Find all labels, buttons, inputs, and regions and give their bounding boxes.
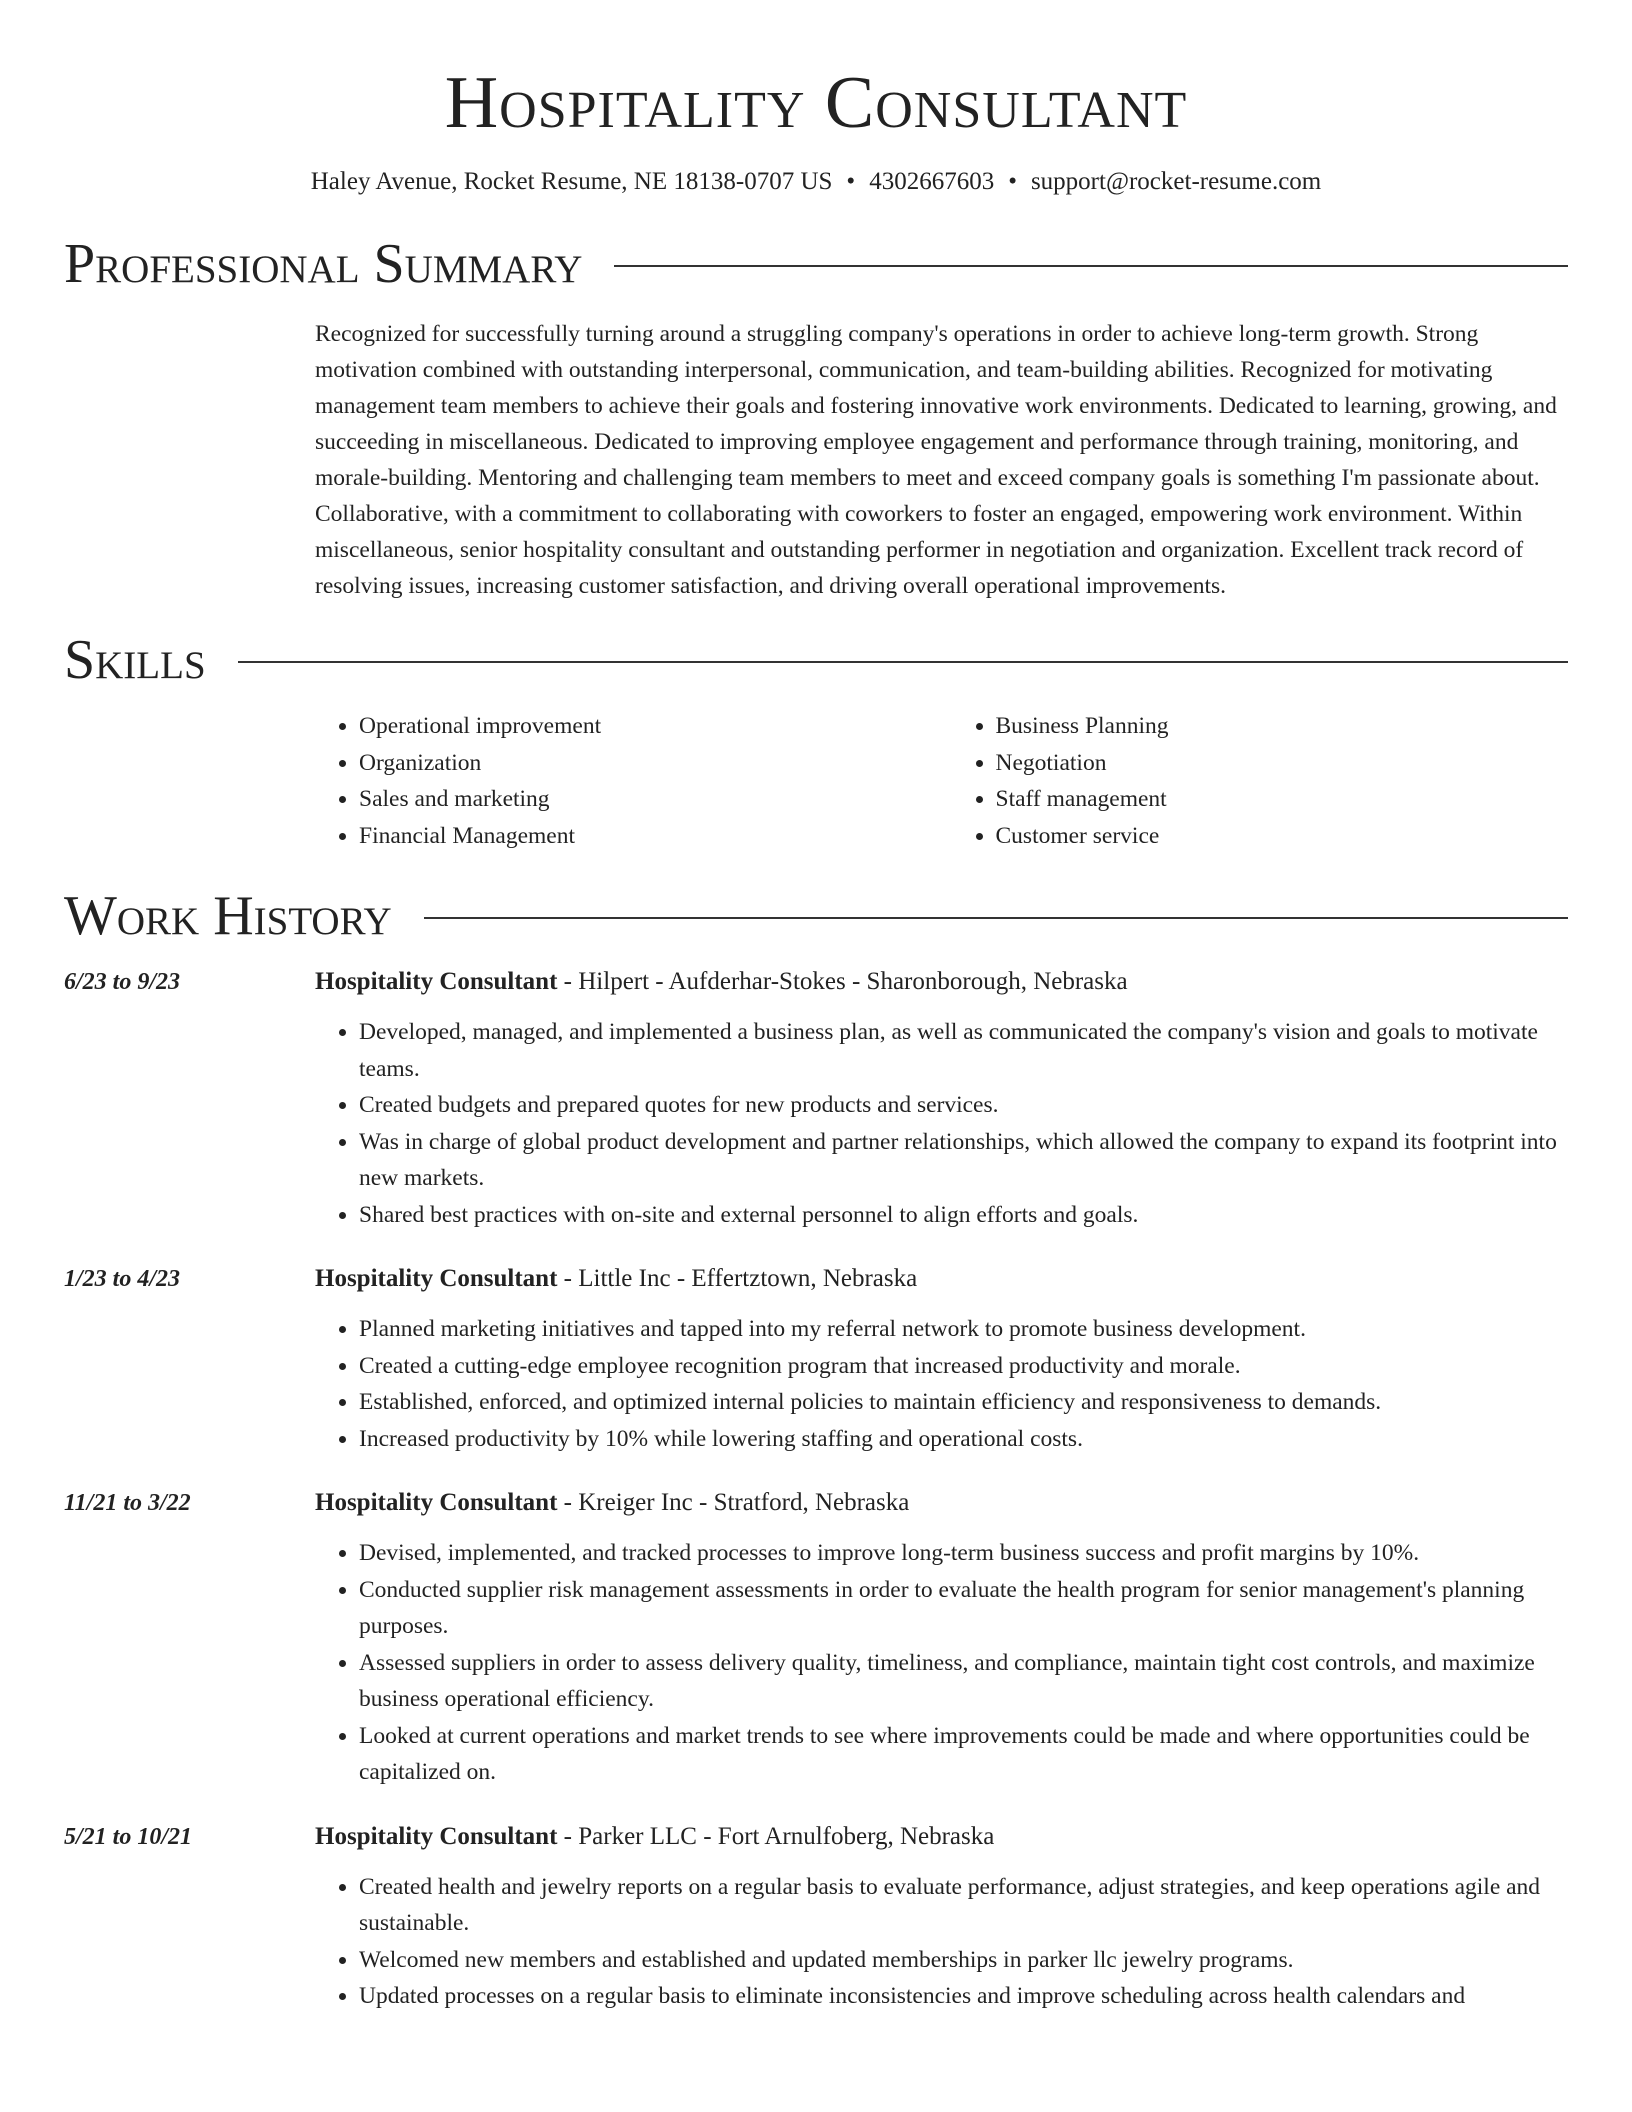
contact-line [64, 166, 1568, 198]
job-bullets [315, 1311, 1568, 1457]
job-dates: 6/23 to 9/23 [64, 969, 181, 995]
job-details [315, 1817, 1568, 2015]
job-entry [64, 962, 1568, 1233]
contact-separator: • [1008, 168, 1017, 195]
job-details [315, 1483, 1568, 1791]
job-bullet: • Established, enforced, and optimized internal policies to maintain efficiency and responsiveness to demands. [359, 1384, 1568, 1421]
job-dates: 5/21 to 10/21 [64, 1823, 193, 1850]
resume-page [64, 0, 1568, 2015]
job-title: Hospitality Consultant [315, 1822, 558, 1850]
job-dates: 1/23 to 4/23 [64, 1266, 181, 1292]
job-bullets [315, 1869, 1568, 2015]
summary-section-header [64, 232, 1568, 296]
job-bullet: • Devised, implemented, and tracked processes to improve long-term business success and profit margins by 10%. [359, 1535, 1568, 1572]
contact-email: support@rocket-resume.com [1030, 168, 1322, 195]
job-bullet: • Was in charge of global product development and partner relationships, which allowed the company to expand its footprint into new markets. [359, 1124, 1568, 1197]
skills-section-title: Skills [64, 629, 206, 691]
job-bullet: • Created a cutting-edge employee recognition program that increased productivity and morale. [359, 1348, 1568, 1385]
skill-item: • Negotiation [996, 745, 1569, 782]
job-heading [315, 1817, 1568, 1857]
section-divider [238, 661, 1568, 663]
candidate-name: Hospitality Consultant [444, 62, 1188, 144]
job-bullet: • Updated processes on a regular basis to eliminate inconsistencies and improve scheduling across health calendars and [359, 1978, 1568, 2015]
work-section-title: Work History [64, 885, 392, 947]
skills-section [315, 708, 1568, 854]
skill-item: • Customer service [996, 818, 1569, 855]
skill-item: • Staff management [996, 781, 1569, 818]
job-bullet: • Planned marketing initiatives and tapped into my referral network to promote business development. [359, 1311, 1568, 1348]
skill-item: • Business Planning [996, 708, 1569, 745]
skill-item: • Organization [359, 745, 932, 782]
skill-item: • Sales and marketing [359, 781, 932, 818]
summary-section-title: Professional Summary [64, 233, 583, 295]
job-company: - Kreiger Inc - Stratford, Nebraska [557, 1489, 910, 1516]
skill-item: • Financial Management [359, 818, 932, 855]
skills-list-right [952, 708, 1569, 854]
job-bullet: • Created health and jewelry reports on a regular basis to evaluate performance, adjust strategies, and keep operations agile and sustainable. [359, 1869, 1568, 1942]
job-bullet: • Looked at current operations and market trends to see where improvements could be made and where opportunities could be capitalized on. [359, 1718, 1568, 1791]
job-bullet: • Developed, managed, and implemented a business plan, as well as communicated the company's vision and goals to motivate teams. [359, 1014, 1568, 1087]
job-heading [315, 1259, 1568, 1299]
job-dates: 11/21 to 3/22 [64, 1490, 191, 1516]
job-company: - Parker LLC - Fort Arnulfoberg, Nebraska [557, 1822, 995, 1850]
job-bullet: • Shared best practices with on-site and external personnel to align efforts and goals. [359, 1197, 1568, 1234]
section-divider [614, 265, 1568, 267]
work-section-header [64, 884, 1568, 948]
section-divider [424, 917, 1568, 919]
contact-separator: • [846, 168, 856, 195]
job-details [315, 962, 1568, 1233]
job-entry [64, 1817, 1568, 2015]
job-title: Hospitality Consultant [315, 1489, 558, 1516]
job-heading [315, 1483, 1568, 1523]
job-title: Hospitality Consultant [315, 968, 558, 995]
job-bullet: • Created budgets and prepared quotes for new products and services. [359, 1087, 1568, 1124]
summary-text: Recognized for successfully turning around a struggling company's operations in order to achieve long-term growth. Strong motivation combined with outstanding interpersonal, communication, and team-building abilities. Recognized for motivating management team members to achieve their goals and fostering innovative work environments. Dedicated to learning, growing, and succeeding in miscellaneous. Dedicated to improving employee engagement and performance through training, monitoring, and morale-building. Mentoring and challenging team members to meet and exceed company goals is something I'm passionate about. Collaborative, with a commitment to collaborating with coworkers to foster an engaged, empowering work environment. Within miscellaneous, senior hospitality consultant and outstanding performer in negotiation and organization. Excellent track record of resolving issues, increasing customer satisfaction, and driving overall operational improvements. [315, 321, 1557, 599]
job-entry [64, 1483, 1568, 1791]
job-bullet: • Welcomed new members and established and updated memberships in parker llc jewelry programs. [359, 1942, 1568, 1979]
job-company: - Little Inc - Effertztown, Nebraska [557, 1265, 918, 1292]
skill-item: • Operational improvement [359, 708, 932, 745]
skills-section-header [64, 628, 1568, 692]
skills-list-left [315, 708, 932, 854]
job-heading [315, 962, 1568, 1002]
job-bullet: • Increased productivity by 10% while lowering staffing and operational costs. [359, 1421, 1568, 1458]
job-bullets [315, 1014, 1568, 1233]
job-title: Hospitality Consultant [315, 1265, 558, 1292]
job-bullet: • Assessed suppliers in order to assess delivery quality, timeliness, and compliance, maintain tight cost controls, and maximize business operational efficiency. [359, 1645, 1568, 1718]
contact-phone: 4302667603 [869, 168, 995, 195]
job-entry [64, 1259, 1568, 1457]
job-company: - Hilpert - Aufderhar-Stokes - Sharonborough, Nebraska [557, 968, 1128, 995]
contact-address: Haley Avenue, Rocket Resume, NE 18138-0707 US [310, 168, 833, 195]
summary-section [315, 316, 1568, 604]
job-bullet: • Conducted supplier risk management assessments in order to evaluate the health program for senior management's planning purposes. [359, 1572, 1568, 1645]
job-bullets [315, 1535, 1568, 1791]
job-details [315, 1259, 1568, 1457]
